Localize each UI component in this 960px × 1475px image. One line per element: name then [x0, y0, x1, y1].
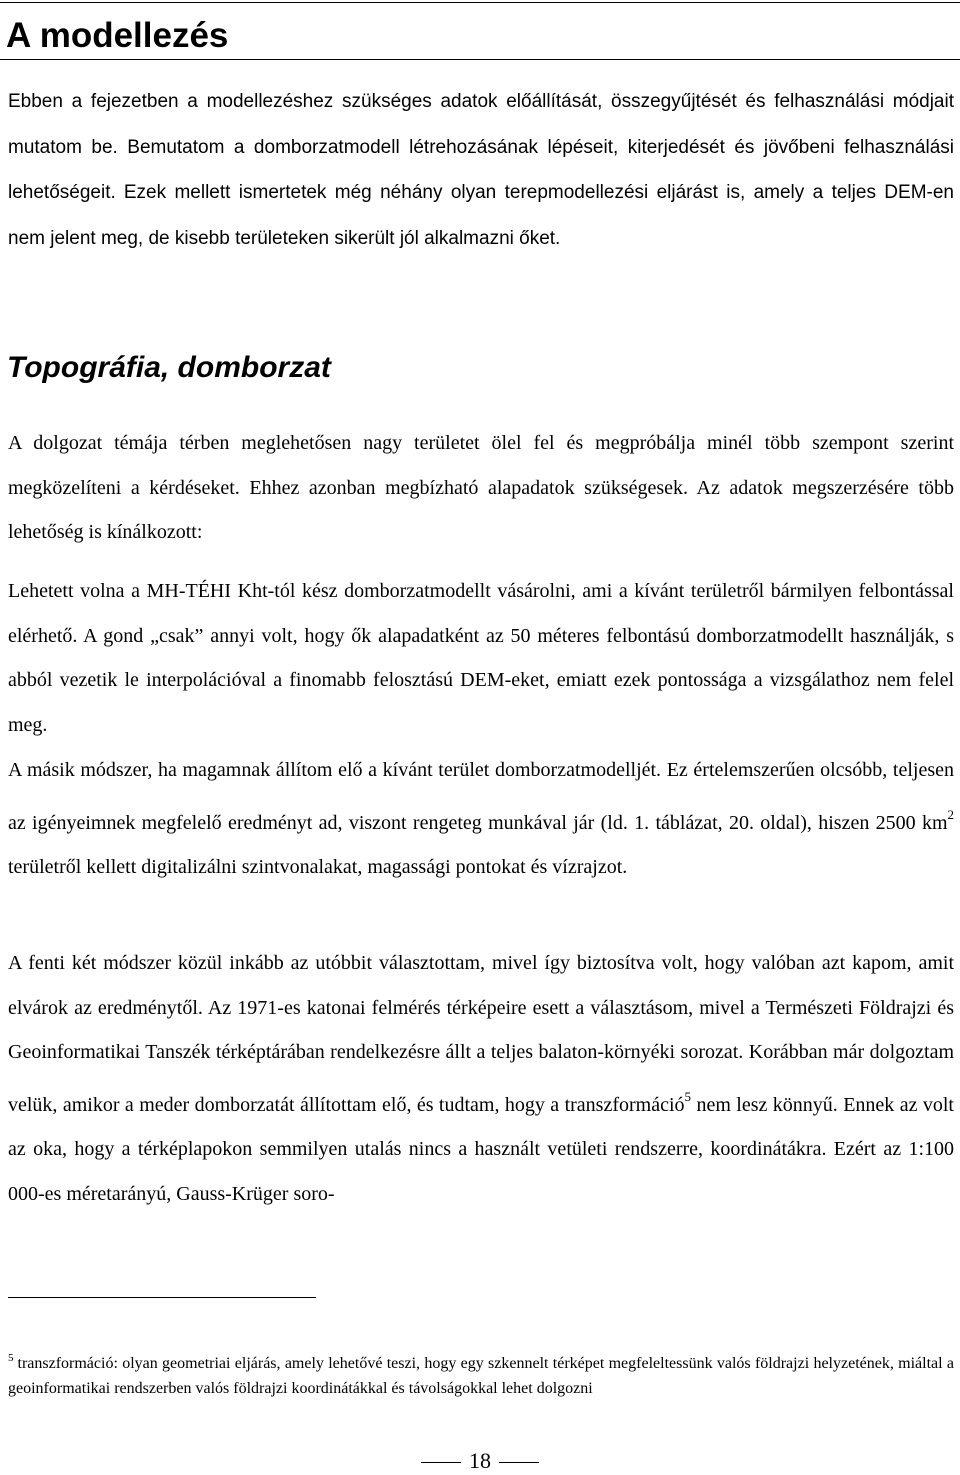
superscript-2: 2: [947, 806, 954, 822]
paragraph-4a-text: A fenti két módszer közül inkább az utóbbit választottam, mivel így biztosítva volt, hogy valóban azt kapom, amit elvárok az eredménytől. Az 1971-es katonai felmérés térképeire esett a választásom, mivel a Természeti Földrajzi és Geoinformatikai Tanszék térképtárában rendelkezésre állt a teljes balaton-környéki sorozat. Korábban már dolgoztam velük, amikor a meder domborzatát állítottam elő, és tudtam, hogy a transzformáció: [8, 952, 954, 1116]
intro-text-part2: Ezek mellett ismertetek még néhány olyan terepmodellezési eljárást is, amely a teljes DEM-en nem jelent meg, de kisebb területeken sikerült jól alkalmazni őket.: [8, 182, 954, 249]
footnote: [8, 1346, 954, 1401]
paragraph-3c-text: területről kellett digitalizálni szintvonalakat, magassági pontokat és vízrajzot.: [8, 856, 628, 878]
page-number: 18: [469, 1448, 491, 1473]
paragraph-2b-text: A gond „csak” annyi volt, hogy ők alapadatként az 50 méteres felbontású domborzatmodellt használják, s abból vezetik le interpolációval a finomabb felosztású DEM-eket, emiatt ezek pontossága a vizsgálathoz nem felel meg.: [8, 624, 954, 736]
footnote-text: transzformáció: olyan geometriai eljárás, amely lehetővé teszi, hogy egy szkennelt térképet megfeleltessünk valós földrajzi helyzetének, miáltal a geoinformatikai rendszerben valós földrajzi koordinátákkal és távolságokkal lehet dolgozni: [8, 1355, 954, 1397]
page-number-dash-right: [499, 1462, 539, 1463]
section-title: Topográfia, domborzat: [7, 351, 331, 384]
footnote-mark: 5: [8, 1352, 14, 1364]
footnote-separator: [8, 1297, 316, 1298]
header-rule-bottom: [0, 59, 960, 60]
paragraph-3b-text: Ez értelemszerűen olcsóbb, teljesen az igényeimnek megfelelő eredményt ad, viszont rengeteg munkával jár (ld. 1. táblázat, 20. oldal), hiszen 2500 km: [8, 759, 955, 834]
intro-text-part1: Ebben a fejezetben a modellezéshez szükséges adatok előállítását, összegyűjtését és felhasználási módjait mutatom be. Bemutatom a domborzatmodell létrehozásának lépéseit, kiterjedését és jövőbeni felhasználási lehetőségeit.: [8, 91, 954, 203]
paragraph-1: [8, 421, 954, 555]
paragraph-4b-text: nem lesz könnyű. Ennek az volt az oka, hogy a térképlapokon semmilyen utalás nincs a használt vetületi rendszerre, koordinátákra. Ezért az 1:100 000-es méretarányú, Gauss-Krüger soro-: [8, 1093, 954, 1205]
paragraph-2a-text: Lehetett volna a MH-TÉHI Kht-tól kész domborzatmodellt vásárolni, ami a kívánt területről bármilyen felbontással elérhető.: [8, 580, 954, 647]
chapter-title: A modellezés: [6, 16, 229, 55]
header-rule-top: [0, 2, 960, 3]
paragraph-3a-text: A másik módszer, ha magamnak állítom elő a kívánt terület domborzatmodelljét.: [8, 759, 662, 781]
paragraph-4: [8, 941, 954, 1216]
footnote-reference-5: 5: [684, 1088, 692, 1104]
chapter-header: [0, 0, 960, 62]
paragraph-1-text: A dolgozat témája térben meglehetősen nagy területet ölel fel és megpróbálja minél több szempont szerint megközelíteni a kérdéseket. Ehhez azonban megbízható alapadatok szükségesek.: [8, 432, 954, 499]
page-number-dash-left: [421, 1462, 461, 1463]
paragraph-1b-text: Az adatok megszerzésére több lehetőség is kínálkozott:: [8, 476, 954, 543]
paragraph-3: [8, 748, 954, 890]
intro-paragraph: [8, 79, 954, 261]
page-number-footer: [0, 1448, 960, 1474]
paragraph-2: [8, 569, 954, 747]
